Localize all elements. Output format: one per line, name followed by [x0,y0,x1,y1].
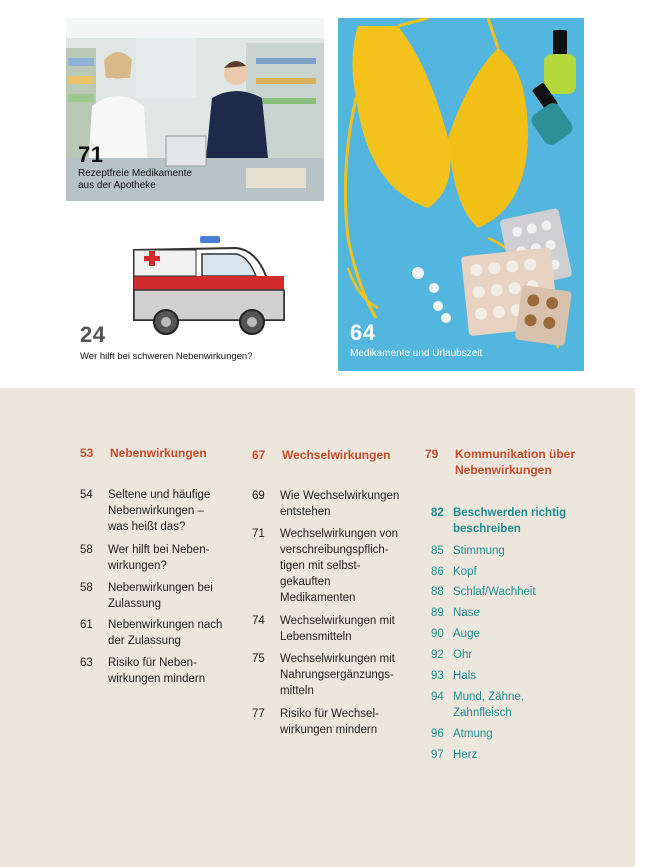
entry-page: 69 [252,490,265,502]
table-of-contents [0,388,635,867]
pharmacy-caption-line1: Rezeptfreie Medikamente [78,168,192,179]
bikini-pills-illustration [338,18,584,371]
entry-page: 92 [431,649,444,661]
entry-title: Wechselwirkungen mit Nahrungsergänzungs- mitteln [280,653,395,697]
entry-title: Nase [453,607,480,619]
entry-page: 82 [431,507,444,519]
beach-page-number: 64 [350,320,376,345]
entry-title: Auge [453,628,480,640]
entry-title: Ohr [453,649,473,661]
entry-page: 93 [431,670,444,682]
entry-title: Wer hilft bei Neben- wirkungen? [108,544,210,572]
entry-page: 77 [252,708,265,720]
entry-title: Atmung [453,728,493,740]
ambulance-page-number: 24 [80,322,106,347]
entry-title: Hals [453,670,477,682]
entry-page: 94 [431,691,444,703]
toc-chapter-wechselwirkungen[interactable] [252,447,390,463]
chapter-title: Nebenwirkungen [110,446,207,460]
entry-page: 63 [80,657,93,669]
entry-title: Stimmung [453,545,505,557]
chapter-number: 67 [252,448,266,462]
toc-chapter-kommunikation[interactable] [425,446,575,478]
entry-title: Seltene und häufige Nebenwirkungen – was heißt das? [108,489,211,533]
entry-page: 74 [252,615,265,627]
entry-page: 75 [252,653,265,665]
entry-title: Risiko für Wechsel- wirkungen mindern [280,708,379,736]
entry-page: 58 [80,544,93,556]
entry-page: 61 [80,619,93,631]
entry-page: 58 [80,582,93,594]
entry-title: Wechselwirkungen von verschreibungspflich- tigen mit selbst- gekauften Medikamenten [280,528,399,604]
entry-title: Mund, Zähne, Zahnfleisch [453,691,524,719]
ambulance-caption: Wer hilft bei schweren Nebenwirkungen? [80,351,253,362]
entry-title: Nebenwirkungen bei Zulassung [108,582,213,610]
entry-page: 90 [431,628,444,640]
pharmacy-photo [66,18,324,201]
entry-page: 89 [431,607,444,619]
entry-page: 88 [431,586,444,598]
entry-title: Wie Wechselwirkungen entstehen [280,490,400,518]
entry-title: Risiko für Neben- wirkungen mindern [108,657,206,685]
toc-chapter-nebenwirkungen[interactable] [80,445,207,461]
entry-title: Kopf [453,566,477,578]
pharmacy-caption-line2: aus der Apotheke [78,180,156,191]
entry-page: 96 [431,728,444,740]
entry-title: Schlaf/Wachheit [453,586,536,598]
ambulance-illustration [128,232,288,342]
beach-photo [338,18,584,371]
entry-title: Herz [453,749,478,761]
pharmacy-page-number: 71 [78,142,104,167]
chapter-number: 79 [425,447,439,461]
entry-title: Nebenwirkungen nach der Zulassung [108,619,223,647]
entry-page: 86 [431,566,444,578]
entry-page: 85 [431,545,444,557]
entry-page: 71 [252,528,265,540]
entry-title: Wechselwirkungen mit Lebensmitteln [280,615,395,643]
entry-title: Beschwerden richtig beschreiben [453,507,567,535]
entry-page: 54 [80,489,93,501]
beach-caption: Medikamente und Urlaubszeit [350,348,483,359]
chapter-title: Wechselwirkungen [282,448,391,462]
chapter-number: 53 [80,446,94,460]
entry-page: 97 [431,749,444,761]
chapter-title-line1: Kommunikation über [455,447,576,461]
chapter-title-line2: Nebenwirkungen [455,463,552,477]
